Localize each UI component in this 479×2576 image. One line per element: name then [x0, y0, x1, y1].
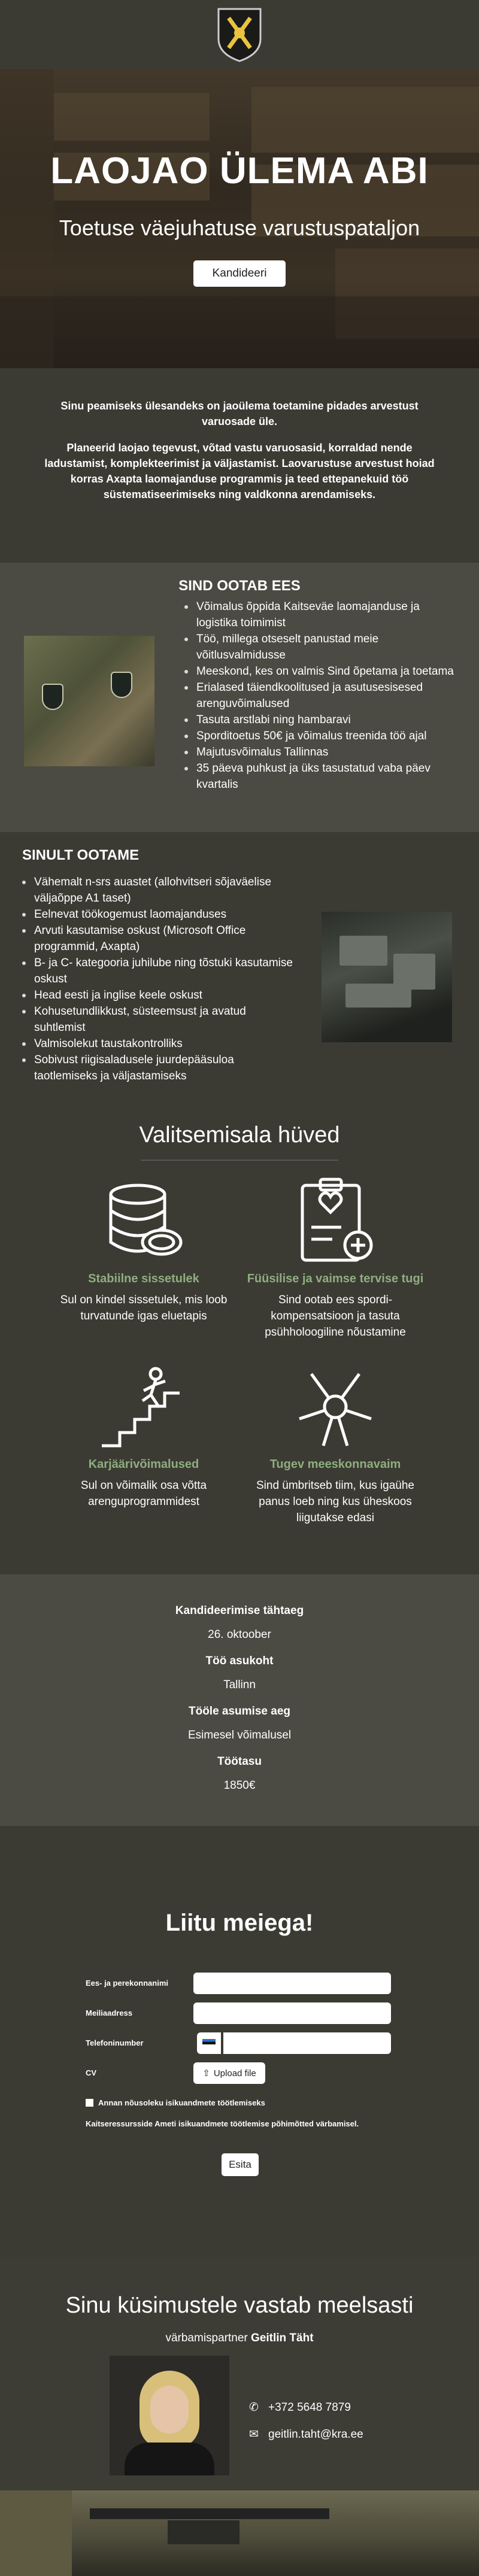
- recruiter-photo: [110, 2356, 229, 2475]
- benefit-card: [240, 1176, 431, 1340]
- list-item: Valmisolekut taustakontrolliks: [22, 1036, 298, 1052]
- benefit-card: [240, 1362, 431, 1526]
- what-awaits-title: SIND OOTAB EES: [178, 578, 301, 594]
- recruiter-name: Geitlin Täht: [251, 2332, 314, 2344]
- cv-label: CV: [86, 2068, 97, 2077]
- salary-value: 1850€: [223, 1779, 256, 1792]
- list-item: Sporditoetus 50€ ja võimalus treenida töö ajal: [184, 728, 460, 744]
- requirements-title: SINULT OOTAME: [22, 847, 140, 863]
- page-title: LAOJAO ÜLEMA ABI: [50, 150, 429, 192]
- career-stairs-icon: [96, 1362, 192, 1452]
- recruiter-role: värbamispartner: [165, 2332, 248, 2344]
- divider: [141, 1160, 338, 1161]
- list-item: Head eesti ja inglise keele oskust: [22, 987, 298, 1003]
- intro: [0, 368, 479, 563]
- list-item: Majutusvõimalus Tallinnas: [184, 744, 460, 760]
- team-hands-icon: [287, 1362, 383, 1452]
- footer-photo: [0, 2490, 479, 2576]
- benefit-title: Tugev meeskonnavaim: [269, 1458, 401, 1471]
- submit-button[interactable]: Esita: [222, 2153, 259, 2176]
- start-label: Tööle asumise aeg: [188, 1705, 290, 1718]
- location-value: Tallinn: [223, 1679, 256, 1691]
- intro-description: Planeerid laojao tegevust, võtad vastu varuosasid, korraldad nende ladustamist, komplekteerimist ja väljastamist. Laovarustuse arvestust hoiad korras Axapta laomajanduse programmis ja teed ettepanekuid töö süstematiseerimiseks ning valdkonna arendamiseks.: [44, 442, 435, 500]
- requirements-list: [22, 874, 298, 1084]
- page-subtitle: Toetuse väejuhatuse varustuspataljon: [59, 216, 420, 240]
- list-item: Kohusetundlikkust, süsteemsust ja avatud suhtlemist: [22, 1003, 298, 1036]
- benefit-desc: Sul on kindel sissetulek, mis loob turvatunde igas eluetapis: [60, 1294, 228, 1322]
- job-details: [0, 1574, 479, 1826]
- list-item: Sobivust riigisaladusele juurdepääsuloa taotlemiseks ja väljastamiseks: [22, 1052, 298, 1084]
- list-item: Eelnevat töökogemust laomajanduses: [22, 906, 298, 923]
- email-icon: ✉: [249, 2428, 259, 2441]
- benefit-title: Karjäärivõimalused: [88, 1458, 199, 1471]
- list-item: Arvuti kasutamise oskust (Microsoft Office programmid, Axapta): [22, 923, 298, 955]
- what-awaits-list: [184, 599, 460, 793]
- list-item: 35 päeva puhkust ja üks tasustatud vaba päev kvartalis: [184, 760, 460, 793]
- country-select[interactable]: [197, 2032, 221, 2054]
- recruiter-title: Sinu küsimustele vastab meelsasti: [65, 2293, 414, 2318]
- list-item: Töö, millega otseselt panustad meie võitlusvalmidusse: [184, 631, 460, 663]
- recruiter-email[interactable]: [249, 2428, 363, 2441]
- coins-icon: [96, 1176, 192, 1266]
- recruiter-phone[interactable]: [249, 2401, 351, 2414]
- benefit-title: Füüsilise ja vaimse tervise tugi: [247, 1272, 424, 1285]
- deadline-label: Kandideerimise tähtaeg: [175, 1604, 304, 1617]
- name-label: Ees- ja perekonnanimi: [86, 1979, 168, 1988]
- benefit-card: [48, 1362, 240, 1510]
- header: [0, 0, 479, 69]
- phone-field[interactable]: [193, 2032, 391, 2054]
- salary-label: Töötasu: [217, 1755, 262, 1768]
- email-field[interactable]: [193, 2002, 391, 2024]
- engine-photo: [322, 912, 452, 1042]
- application-form: [0, 1826, 479, 2257]
- list-item: Meeskond, kes on valmis Sind õpetama ja toetama: [184, 663, 460, 679]
- benefit-desc: Sind ootab ees spordi-kompensatsioon ja tasuta psühholoogiline nõustamine: [265, 1294, 406, 1339]
- apply-button[interactable]: Kandideeri: [193, 260, 286, 287]
- phone-icon: ✆: [249, 2401, 259, 2414]
- upload-label: Upload file: [213, 2068, 256, 2079]
- benefit-desc: Sul on võimalik osa võtta arenguprogrammidest: [80, 1479, 207, 1508]
- list-item: B- ja C- kategooria juhilube ning tõstuki kasutamise oskust: [22, 955, 298, 987]
- health-clipboard-icon: [287, 1176, 383, 1266]
- benefit-title: Stabiilne sissetulek: [88, 1272, 199, 1285]
- consent-checkbox[interactable]: [86, 2098, 265, 2107]
- upload-icon: ⇧: [202, 2068, 210, 2079]
- name-field[interactable]: [193, 1973, 391, 1994]
- soldiers-photo: [24, 636, 154, 766]
- intro-main-task: Sinu peamiseks ülesandeks on jaoülema toetamine pidades arvestust varuosade üle.: [60, 400, 419, 427]
- location-label: Töö asukoht: [205, 1655, 274, 1667]
- what-awaits-section: [0, 563, 479, 832]
- benefits-section: [0, 1110, 479, 1574]
- list-item: Võimalus õppida Kaitseväe laomajanduse ja logistika toimimist: [184, 599, 460, 631]
- privacy-notice-link[interactable]: Kaitseressursside Ameti isikuandmete töötlemise põhimõtted värbamisel.: [86, 2119, 359, 2128]
- recruiter-subtitle: [0, 2332, 479, 2345]
- benefits-title: Valitsemisala hüved: [139, 1122, 340, 1148]
- benefit-desc: Sind ümbritseb tiim, kus igaühe panus loeb ning kus üheskoos liigutakse edasi: [256, 1479, 414, 1524]
- list-item: Erialased täiendkoolitused ja asutusesisesed arenguvõimalused: [184, 679, 460, 712]
- start-value: Esimesel võimalusel: [187, 1729, 292, 1741]
- email-label: Meiliaadress: [86, 2008, 133, 2017]
- upload-cv-button[interactable]: [193, 2062, 265, 2084]
- requirements-section: [0, 832, 479, 1110]
- list-item: Vähemalt n-srs auastet (allohvitseri sõjaväelise väljaõppe A1 taset): [22, 874, 298, 906]
- deadline-value: 26. oktoober: [208, 1628, 271, 1641]
- form-title: Liitu meiega!: [165, 1910, 314, 1936]
- estonia-flag-icon: [202, 2039, 216, 2047]
- phone-text: +372 5648 7879: [268, 2401, 351, 2414]
- list-item: Tasuta arstlabi ning hambaravi: [184, 712, 460, 728]
- benefit-card: [48, 1176, 240, 1324]
- email-text: geitlin.taht@kra.ee: [268, 2428, 363, 2441]
- consent-label: Annan nõusoleku isikuandmete töötlemiseks: [98, 2098, 265, 2107]
- hero: [0, 69, 479, 368]
- unit-logo-icon: [216, 6, 263, 63]
- phone-label: Telefoninumber: [86, 2038, 144, 2047]
